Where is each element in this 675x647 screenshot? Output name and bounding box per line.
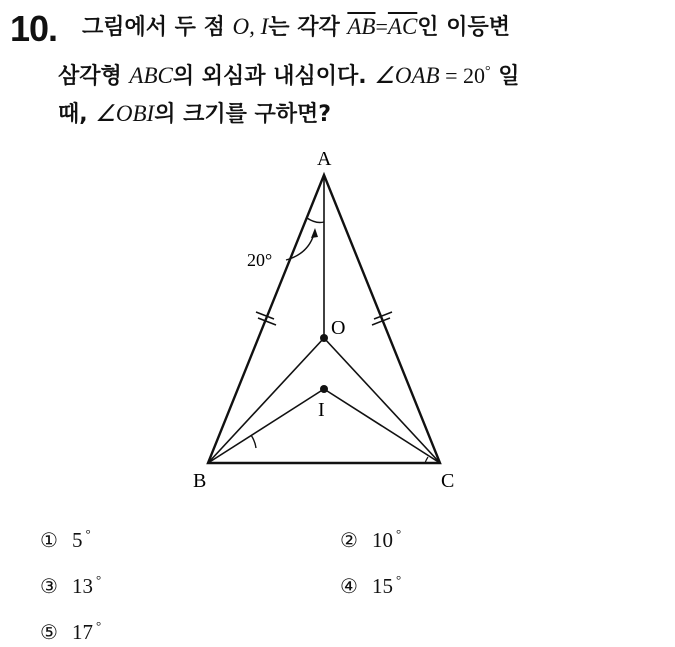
angle-obi: ∠OBI bbox=[95, 101, 155, 126]
question-text: 일 bbox=[490, 64, 520, 89]
point-o-label: O bbox=[232, 14, 250, 39]
arrow-head bbox=[311, 228, 318, 238]
choice-marker: ③ bbox=[40, 574, 58, 598]
comma: , bbox=[249, 14, 261, 39]
question-text: 인 이등변 bbox=[417, 15, 510, 40]
question-text: 때, bbox=[58, 102, 96, 127]
point-i-label: I bbox=[260, 14, 269, 39]
point-i bbox=[320, 385, 328, 393]
angle-value: = 20 bbox=[439, 63, 485, 88]
segment-ab: $\overline{AB}$ bbox=[347, 14, 376, 39]
question-number: 10. bbox=[10, 8, 58, 49]
degree-sign: ° bbox=[95, 618, 102, 633]
degree-sign: ° bbox=[395, 526, 402, 541]
choice-value: 15 bbox=[371, 574, 393, 598]
equals-sign: = bbox=[375, 14, 388, 39]
choice-2[interactable] bbox=[340, 521, 401, 553]
choice-marker: ④ bbox=[340, 574, 358, 598]
choice-marker: ② bbox=[340, 528, 358, 552]
angle-20-label: 20° bbox=[247, 250, 273, 270]
point-o-text: O bbox=[331, 317, 346, 339]
angle-arc-oab bbox=[307, 218, 324, 223]
angle-oab: ∠OAB bbox=[374, 63, 440, 88]
segment-ac: $\overline{AC}$ bbox=[387, 14, 418, 39]
choice-value: 13 bbox=[71, 574, 93, 598]
triangle-abc: ABC bbox=[129, 63, 173, 88]
vertex-c-label: C bbox=[441, 470, 455, 492]
point-i-text: I bbox=[318, 399, 325, 421]
choice-marker: ⑤ bbox=[40, 620, 58, 644]
point-o bbox=[320, 334, 328, 342]
angle-arc-b bbox=[251, 435, 256, 448]
question-text: 그림에서 두 점 bbox=[82, 15, 233, 40]
question-text: 의 크기를 구하면? bbox=[154, 102, 332, 127]
choice-4[interactable] bbox=[340, 567, 401, 599]
choice-3[interactable] bbox=[40, 567, 101, 599]
degree-sign: ° bbox=[85, 526, 91, 541]
choice-marker: ① bbox=[40, 528, 58, 552]
question-text: 는 각각 bbox=[268, 15, 348, 40]
degree-sign: ° bbox=[395, 572, 402, 587]
choice-5[interactable] bbox=[40, 613, 101, 645]
choice-1[interactable] bbox=[40, 521, 91, 553]
degree-sign: ° bbox=[95, 572, 102, 587]
degree-sign: ° bbox=[484, 64, 491, 79]
choice-value: 5 bbox=[71, 528, 83, 552]
vertex-b-label: B bbox=[193, 470, 207, 492]
vertex-a-label: A bbox=[317, 148, 332, 170]
question-text: 의 외심과 내심이다. bbox=[172, 64, 375, 89]
choice-value: 17 bbox=[71, 620, 93, 644]
question-text: 삼각형 bbox=[58, 64, 130, 89]
choice-value: 10 bbox=[371, 528, 393, 552]
